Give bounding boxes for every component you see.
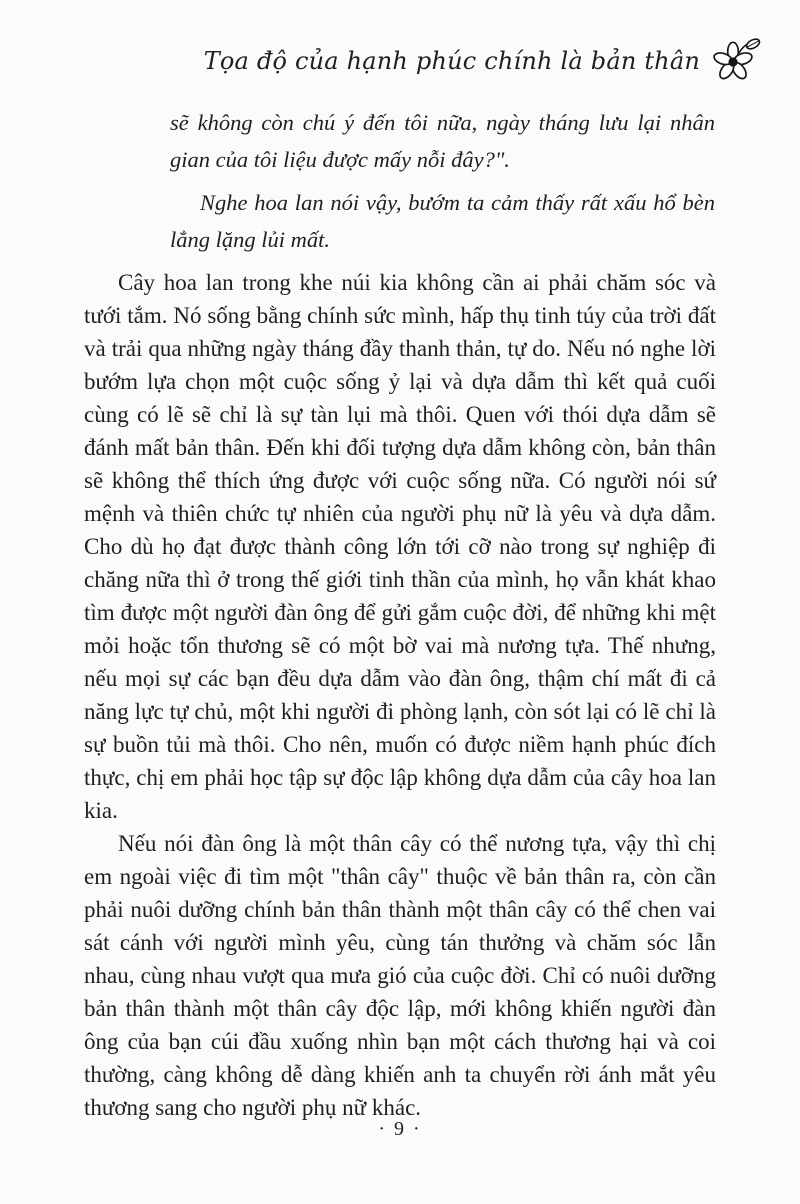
quote-paragraph-1: sẽ không còn chú ý đến tôi nữa, ngày tháng lưu lại nhân gian của tôi liệu được mấy nỗi đây?". [170,110,715,172]
body-paragraph-2: Nếu nói đàn ông là một thân cây có thể nương tựa, vậy thì chị em ngoài việc đi tìm một "thân cây" thuộc về bản thân ra, còn cần phải nuôi dưỡng chính bản thân thành một thân cây có thể chen vai sát cánh với người mình yêu, cùng tán thưởng và chăm sóc lẫn nhau, cùng nhau vượt qua mưa gió của cuộc đời. Chỉ có nuôi dưỡng bản thân thành một thân cây độc lập, mới không khiến người đàn ông của bạn cúi đầu xuống nhìn bạn một cách thương hại và coi thường, càng không dễ dàng khiến anh ta chuyển rời ánh mắt yêu thương sang cho người phụ nữ khác. [84,831,716,1120]
chapter-title: Tọa độ của hạnh phúc chính là bản thân [203,47,700,75]
body-text [84,266,716,1124]
running-header [0,40,764,82]
quote-block [170,104,715,258]
body-paragraph-1: Cây hoa lan trong khe núi kia không cần ai phải chăm sóc và tưới tắm. Nó sống bằng chính sức mình, hấp thụ tinh túy của trời đất và trải qua những ngày tháng đầy thanh thản, tự do. Nếu nó nghe lời bướm lựa chọn một cuộc sống ỷ lại và dựa dẫm thì kết quả cuối cùng có lẽ sẽ chỉ là sự tàn lụi mà thôi. Quen với thói dựa dẫm sẽ đánh mất bản thân. Đến khi đối tượng dựa dẫm không còn, bản thân sẽ không thể thích ứng được với cuộc sống nữa. Có người nói sứ mệnh và thiên chức tự nhiên của người phụ nữ là yêu và dựa dẫm. Cho dù họ đạt được thành công lớn tới cỡ nào trong sự nghiệp đi chăng nữa thì ở trong thế giới tinh thần của mình, họ vẫn khát khao tìm được một người đàn ông để gửi gắm cuộc đời, để những khi mệt mỏi hoặc tổn thương sẽ có một bờ vai mà nương tựa. Thế nhưng, nếu mọi sự các bạn đều dựa dẫm vào đàn ông, thậm chí mất đi cả năng lực tự chủ, một khi người đi phòng lạnh, còn sót lại có lẽ chỉ là sự buồn tủi mà thôi. Cho nên, muốn có được niềm hạnh phúc đích thực, chị em phải học tập sự độc lập không dựa dẫm của cây hoa lan kia. [84,270,716,823]
page-number: · 9 · [378,1118,422,1140]
page-footer [0,1118,800,1141]
quote-paragraph-2: Nghe hoa lan nói vậy, bướm ta cảm thấy rất xấu hổ bèn lẳng lặng lủi mất. [170,190,715,252]
flower-icon [712,36,764,82]
